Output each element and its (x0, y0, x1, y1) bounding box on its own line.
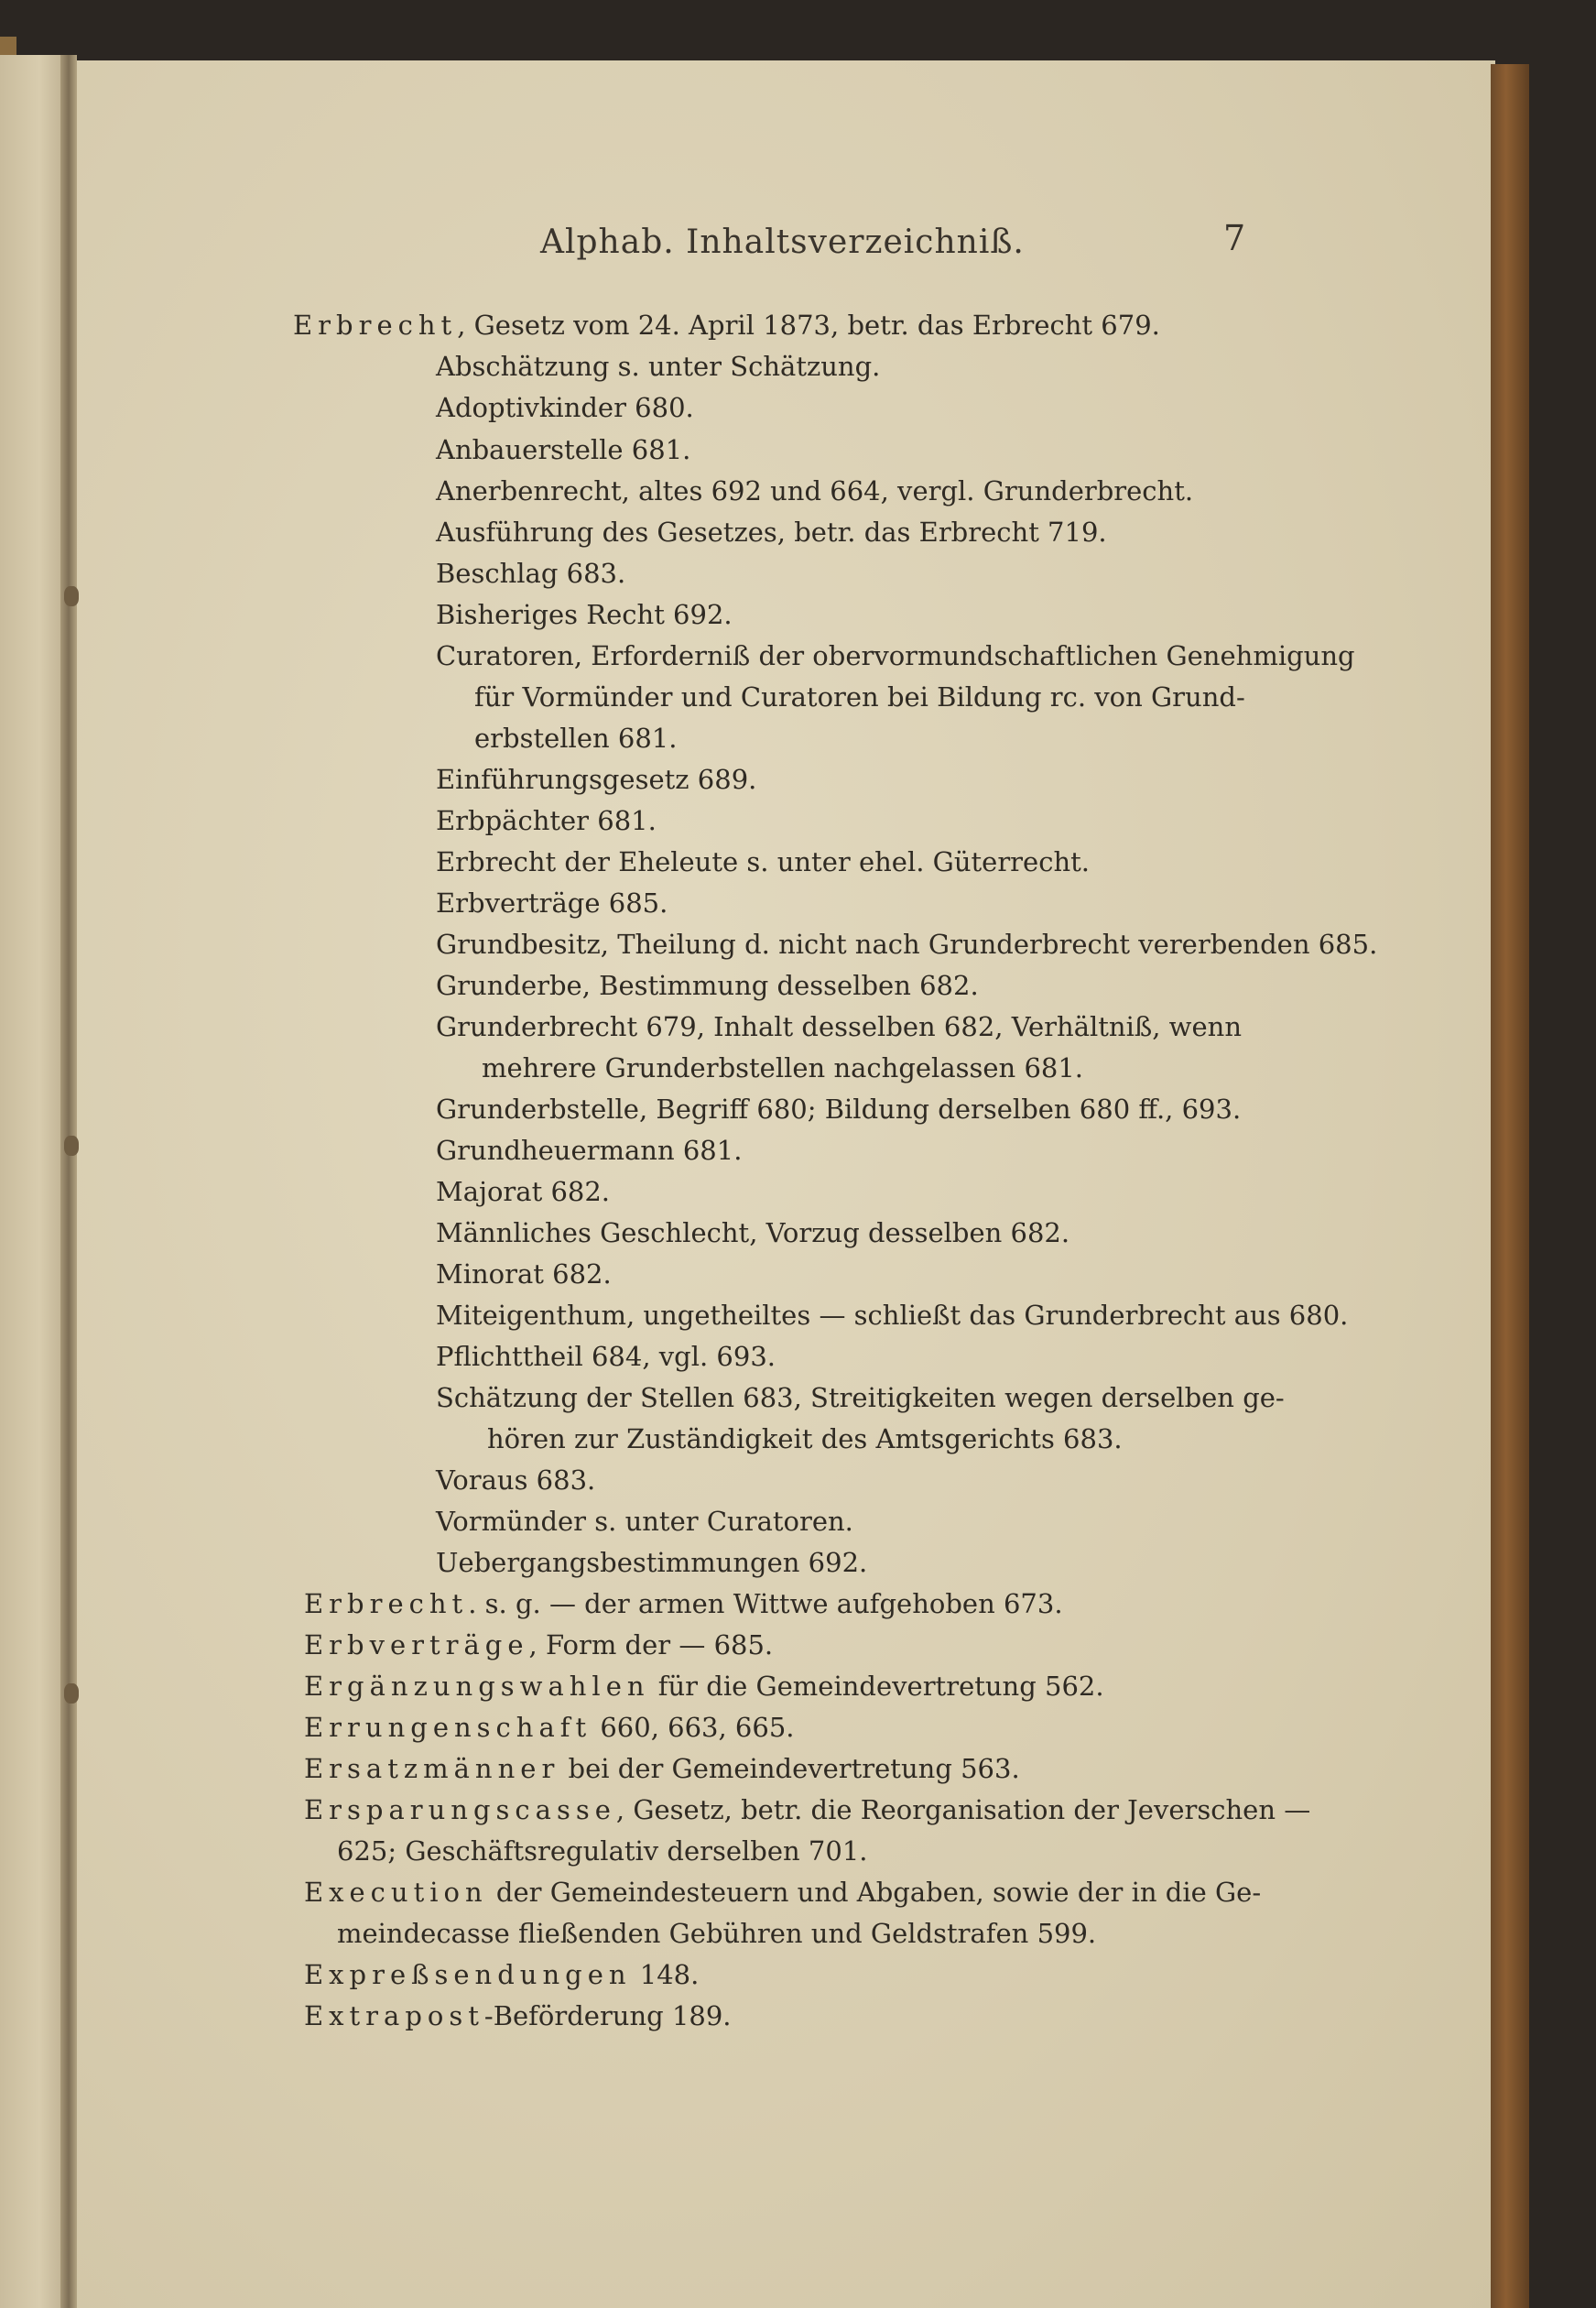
index-entry (304, 1959, 699, 1990)
entry-text: 625; Geschäftsregulativ derselben 701. (337, 1835, 868, 1867)
index-subentry (436, 351, 880, 382)
index-entry (304, 1712, 795, 1743)
index-subentry (436, 1464, 595, 1496)
entry-text: erbstellen 681. (474, 723, 678, 754)
entry-keyword: Ergänzungswahlen (304, 1671, 650, 1702)
index-subentry (436, 517, 1107, 548)
entry-text: Grunderbe, Bestimmung desselben 682. (436, 970, 979, 1001)
entry-text: Erbrecht der Eheleute s. unter ehel. Güterrecht. (436, 846, 1090, 877)
entry-text: Erbpächter 681. (436, 805, 657, 836)
index-entry (304, 1794, 1310, 1825)
index-entry (304, 1588, 1063, 1619)
entry-keyword: Erbrecht (304, 1588, 469, 1619)
entry-text: Miteigenthum, ungetheiltes — schließt das Grunderbrecht aus 680. (436, 1300, 1349, 1331)
entry-text: Einführungsgesetz 689. (436, 764, 757, 795)
index-subentry (436, 970, 979, 1001)
entry-text: mehrere Grunderbstellen nachgelassen 681. (482, 1052, 1084, 1083)
index-subentry (436, 1258, 612, 1290)
entry-text: der Gemeindesteuern und Abgaben, sowie der in die Ge- (487, 1877, 1262, 1908)
entry-keyword: Ersatzmänner (304, 1753, 560, 1784)
entry-keyword: Expreßsendungen (304, 1959, 632, 1990)
index-subentry (436, 764, 756, 795)
book-page (73, 60, 1495, 2308)
book-cover-right-edge (1491, 64, 1529, 2308)
entry-text: , Gesetz, betr. die Reorganisation der Jeverschen — (615, 1794, 1311, 1825)
entry-text: 660, 663, 665. (592, 1712, 795, 1743)
index-subentry (436, 1382, 1285, 1413)
entry-text: bei der Gemeindevertretung 563. (559, 1753, 1020, 1784)
entry-keyword: Extrapost (304, 2000, 484, 2031)
index-subentry (436, 1506, 853, 1537)
index-subentry (436, 434, 690, 465)
entry-text: Bisheriges Recht 692. (436, 599, 733, 630)
entry-text: Curatoren, Erforderniß der obervormundschaftlichen Genehmigung (436, 640, 1355, 671)
entry-text: für die Gemeindevertretung 562. (649, 1671, 1104, 1702)
index-subentry (436, 1341, 776, 1372)
index-subentry (436, 1300, 1348, 1331)
entry-text: Pflichttheil 684, vgl. 693. (436, 1341, 776, 1372)
entry-text: Majorat 682. (436, 1176, 611, 1207)
index-subentry (436, 1094, 1241, 1125)
entry-text: Grundheuermann 681. (436, 1135, 743, 1166)
index-subentry-continuation (474, 723, 677, 754)
entry-text: Ausführung des Gesetzes, betr. das Erbrecht 719. (436, 517, 1107, 548)
index-subentry-continuation (474, 681, 1245, 713)
index-subentry-continuation (482, 1052, 1083, 1083)
index-entry (304, 1753, 1020, 1784)
entry-text: . s. g. — der armen Wittwe aufgehoben 673. (468, 1588, 1063, 1619)
entry-text: , Form der — 685. (528, 1629, 774, 1660)
running-header: Alphab. Inhaltsverzeichniß. (540, 223, 1025, 261)
index-entry-continuation (337, 1835, 868, 1867)
index-entry (304, 2000, 732, 2031)
entry-text: Grunderbrecht 679, Inhalt desselben 682, Verhältniß, wenn (436, 1011, 1243, 1042)
entry-text: Anbauerstelle 681. (436, 434, 691, 465)
index-subentry (436, 475, 1193, 506)
index-entry-continuation (337, 1918, 1096, 1949)
index-entry (293, 310, 1160, 341)
entry-keyword: Ersparungscasse (304, 1794, 616, 1825)
entry-text: Abschätzung s. unter Schätzung. (436, 351, 881, 382)
entry-text: Anerbenrecht, altes 692 und 664, vergl. Grunderbrecht. (436, 475, 1194, 506)
entry-text: Schätzung der Stellen 683, Streitigkeiten wegen derselben ge- (436, 1382, 1285, 1413)
index-subentry (436, 1135, 742, 1166)
index-subentry (436, 392, 694, 423)
book-gutter (60, 55, 77, 2308)
entry-text: Vormünder s. unter Curatoren. (436, 1506, 853, 1537)
entry-text: Männliches Geschlecht, Vorzug desselben 682. (436, 1217, 1070, 1248)
entry-text: Uebergangsbestimmungen 692. (436, 1547, 868, 1578)
entry-text: Voraus 683. (436, 1464, 596, 1496)
index-entry (304, 1629, 773, 1660)
index-subentry (436, 599, 733, 630)
entry-text: , Gesetz vom 24. April 1873, betr. das Erbrecht 679. (457, 310, 1160, 341)
binding-stitch (64, 586, 79, 606)
entry-text: Grunderbstelle, Begriff 680; Bildung derselben 680 ff., 693. (436, 1094, 1242, 1125)
entry-text: Adoptivkinder 680. (436, 392, 694, 423)
entry-text: Grundbesitz, Theilung d. nicht nach Grunderbrecht vererbenden 685. (436, 929, 1378, 960)
entry-keyword: Errungenschaft (304, 1712, 592, 1743)
entry-text: Erbverträge 685. (436, 887, 668, 919)
entry-text: hören zur Zuständigkeit des Amtsgerichts 683. (487, 1423, 1123, 1454)
index-subentry (436, 929, 1377, 960)
index-subentry (436, 640, 1355, 671)
index-subentry (436, 805, 657, 836)
entry-keyword: Erbrecht (293, 310, 458, 341)
binding-stitch (64, 1136, 79, 1156)
index-subentry (436, 887, 668, 919)
entry-keyword: Execution (304, 1877, 488, 1908)
index-subentry (436, 1547, 867, 1578)
index-subentry (436, 1176, 610, 1207)
index-subentry (436, 1011, 1242, 1042)
entry-text: meindecasse fließenden Gebühren und Geldstrafen 599. (337, 1918, 1097, 1949)
index-subentry (436, 558, 625, 589)
index-subentry (436, 846, 1090, 877)
entry-keyword: Erbverträge (304, 1629, 529, 1660)
entry-text: -Beförderung 189. (483, 2000, 732, 2031)
entry-text: 148. (631, 1959, 700, 1990)
entry-text: Beschlag 683. (436, 558, 626, 589)
binding-stitch (64, 1683, 79, 1704)
page-number: 7 (1223, 218, 1246, 258)
index-subentry-continuation (487, 1423, 1123, 1454)
index-subentry (436, 1217, 1069, 1248)
entry-text: für Vormünder und Curatoren bei Bildung rc. von Grund- (474, 681, 1245, 713)
entry-text: Minorat 682. (436, 1258, 612, 1290)
index-entry (304, 1671, 1104, 1702)
index-entry (304, 1877, 1261, 1908)
